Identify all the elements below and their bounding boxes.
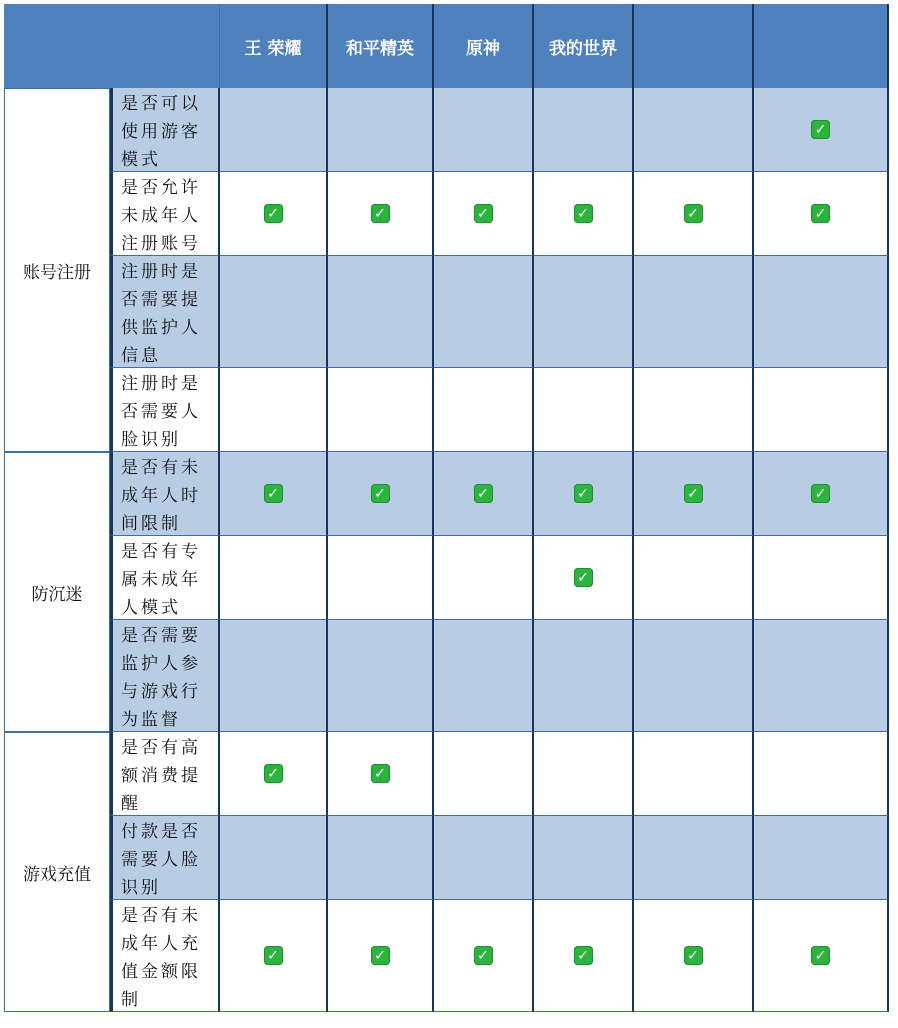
check-cell — [754, 172, 889, 256]
check-cell — [534, 256, 634, 368]
check-cell — [328, 900, 434, 1012]
column-header — [634, 4, 754, 88]
check-mark-icon: ✓ — [574, 568, 593, 587]
check-cell — [220, 88, 328, 172]
check-cell — [534, 900, 634, 1012]
check-mark-icon: ✓ — [474, 484, 493, 503]
column-header — [220, 4, 328, 88]
check-cell — [328, 368, 434, 452]
check-cell — [220, 256, 328, 368]
check-cell — [328, 732, 434, 816]
check-cell — [328, 256, 434, 368]
check-mark-icon: ✓ — [574, 204, 593, 223]
check-cell — [634, 536, 754, 620]
check-cell — [220, 900, 328, 1012]
criterion-cell: 付款是否需要人脸识别 — [110, 816, 220, 900]
check-cell — [754, 368, 889, 452]
check-cell — [754, 88, 889, 172]
check-mark-icon: ✓ — [371, 764, 390, 783]
criterion-cell: 是否可以使用游客模式 — [110, 88, 220, 172]
check-mark-icon: ✓ — [264, 204, 283, 223]
header-corner — [4, 4, 220, 88]
category-cell — [4, 452, 110, 732]
check-cell — [754, 732, 889, 816]
check-cell — [634, 256, 754, 368]
check-cell — [754, 452, 889, 536]
check-mark-icon: ✓ — [811, 946, 830, 965]
criterion-cell: 是否有专属未成年人模式 — [110, 536, 220, 620]
check-mark-icon: ✓ — [264, 946, 283, 965]
check-cell — [328, 816, 434, 900]
check-cell — [534, 88, 634, 172]
column-header — [534, 4, 634, 88]
check-mark-icon: ✓ — [264, 764, 283, 783]
column-header-label: 我的世界 — [549, 38, 617, 59]
check-mark-icon: ✓ — [684, 946, 703, 965]
check-cell — [634, 172, 754, 256]
check-mark-icon: ✓ — [684, 484, 703, 503]
check-cell — [634, 732, 754, 816]
check-cell — [754, 256, 889, 368]
check-mark-icon: ✓ — [574, 946, 593, 965]
comparison-table — [4, 4, 889, 1013]
check-cell — [634, 900, 754, 1012]
check-mark-icon: ✓ — [371, 946, 390, 965]
column-header-label: 原神 — [466, 38, 500, 59]
check-cell — [754, 536, 889, 620]
category-label: 游戏充值 — [23, 864, 91, 885]
check-cell — [434, 620, 534, 732]
column-header-label: 王 荣耀 — [244, 38, 302, 59]
check-mark-icon: ✓ — [574, 484, 593, 503]
check-cell — [534, 368, 634, 452]
check-cell — [434, 816, 534, 900]
criterion-cell: 是否需要监护人参与游戏行为监督 — [110, 620, 220, 732]
check-cell — [220, 732, 328, 816]
criterion-cell: 是否有未成年人时间限制 — [110, 452, 220, 536]
check-mark-icon: ✓ — [811, 120, 830, 139]
check-cell — [328, 172, 434, 256]
category-cell — [4, 732, 110, 1012]
check-cell — [434, 368, 534, 452]
column-header — [434, 4, 534, 88]
check-cell — [220, 620, 328, 732]
check-cell — [434, 452, 534, 536]
criterion-cell: 是否有高额消费提醒 — [110, 732, 220, 816]
check-mark-icon: ✓ — [474, 204, 493, 223]
check-cell — [220, 452, 328, 536]
category-label: 账号注册 — [23, 262, 91, 283]
check-mark-icon: ✓ — [811, 484, 830, 503]
criterion-cell: 注册时是否需要人脸识别 — [110, 368, 220, 452]
criterion-cell: 是否有未成年人充值金额限制 — [110, 900, 220, 1012]
check-cell — [534, 620, 634, 732]
check-cell — [328, 620, 434, 732]
check-cell — [220, 368, 328, 452]
check-cell — [434, 256, 534, 368]
check-mark-icon: ✓ — [811, 204, 830, 223]
check-mark-icon: ✓ — [474, 946, 493, 965]
check-cell — [754, 620, 889, 732]
check-cell — [634, 816, 754, 900]
category-label: 防沉迷 — [31, 584, 83, 605]
check-cell — [534, 732, 634, 816]
check-cell — [534, 816, 634, 900]
column-header — [328, 4, 434, 88]
check-cell — [534, 536, 634, 620]
criterion-cell: 注册时是否需要提供监护人信息 — [110, 256, 220, 368]
check-cell — [754, 816, 889, 900]
check-cell — [634, 88, 754, 172]
check-cell — [220, 816, 328, 900]
check-cell — [634, 368, 754, 452]
check-mark-icon: ✓ — [371, 484, 390, 503]
check-cell — [220, 536, 328, 620]
check-cell — [434, 172, 534, 256]
check-cell — [634, 452, 754, 536]
check-mark-icon: ✓ — [371, 204, 390, 223]
check-cell — [220, 172, 328, 256]
criterion-cell: 是否允许未成年人注册账号 — [110, 172, 220, 256]
check-cell — [328, 452, 434, 536]
check-mark-icon: ✓ — [684, 204, 703, 223]
check-cell — [434, 900, 534, 1012]
column-header-label: 和平精英 — [346, 38, 414, 59]
check-mark-icon: ✓ — [264, 484, 283, 503]
column-header — [754, 4, 889, 88]
check-cell — [328, 88, 434, 172]
check-cell — [534, 172, 634, 256]
check-cell — [328, 536, 434, 620]
check-cell — [434, 536, 534, 620]
check-cell — [534, 452, 634, 536]
check-cell — [434, 88, 534, 172]
category-cell — [4, 88, 110, 452]
check-cell — [634, 620, 754, 732]
check-cell — [754, 900, 889, 1012]
check-cell — [434, 732, 534, 816]
